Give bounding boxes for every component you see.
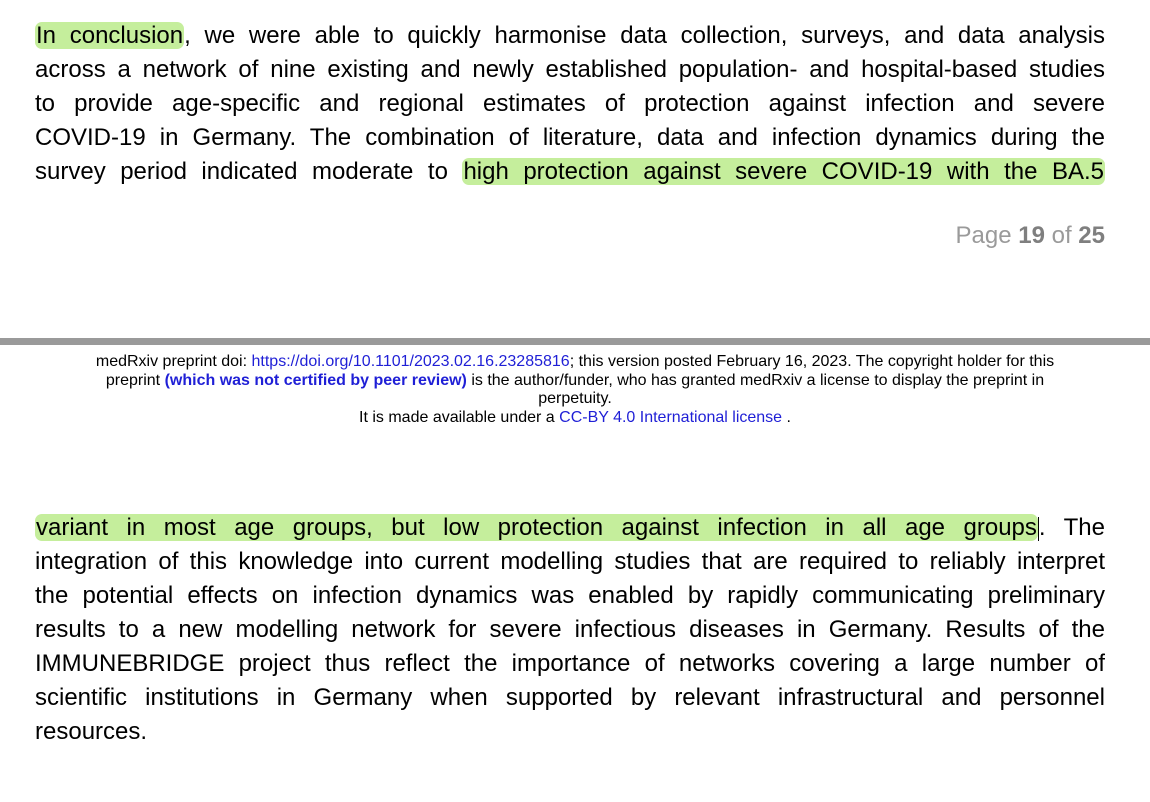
text-line: IMMUNEBRIDGE project thus reflect the importance of networks covering a large number of [35, 650, 1105, 677]
highlight: variant in most age groups, but low protection against infection in all age groups [36, 514, 1037, 541]
banner-text: ; this version posted February 16, 2023. The copyright holder for this [569, 353, 1055, 370]
banner-text: preprint [105, 371, 165, 389]
text-line: the potential effects on infection dynamics was enabled by rapidly communicating preliminary [35, 582, 1105, 609]
highlight: In conclusion [36, 22, 184, 49]
highlight: high protection against severe COVID-19 with the BA.5 [463, 158, 1104, 185]
banner-text: It is made available under a [359, 408, 560, 426]
text-line: results to a new modelling network for severe infectious diseases in Germany. Results of the [35, 616, 1105, 643]
banner-text: is the author/funder, who has granted medRxiv a license to display the preprint in [466, 371, 1045, 389]
current-page: 19 [1018, 222, 1045, 249]
banner-line-3: perpetuity. [538, 390, 612, 407]
conclusion-paragraph-bottom [35, 511, 1105, 749]
total-pages: 25 [1078, 222, 1105, 249]
banner-line-4 [0, 409, 1150, 428]
banner-line-1 [0, 353, 1150, 372]
banner-line-2 [0, 372, 1150, 391]
page-label: Page [955, 222, 1019, 249]
text-line [35, 155, 1105, 189]
page-number [956, 222, 1105, 250]
text-line: across a network of nine existing and newly established population- and hospital-based studies [35, 56, 1105, 83]
banner-text: . [782, 408, 791, 426]
text-segment: survey period indicated moderate to [35, 158, 463, 185]
conclusion-paragraph-top [35, 19, 1105, 189]
license-link[interactable]: CC-BY 4.0 International license [559, 408, 783, 426]
banner-text: medRxiv preprint doi: [95, 353, 252, 370]
doi-link[interactable]: https://doi.org/10.1101/2023.02.16.23285816 [251, 353, 570, 370]
page-divider [0, 338, 1150, 345]
text-line: scientific institutions in Germany when supported by relevant infrastructural and personnel [35, 684, 1105, 711]
text-line: resources. [35, 718, 148, 745]
text-line: to provide age-specific and regional estimates of protection against infection and severe [35, 90, 1105, 117]
peer-review-note: (which was not certified by peer review) [164, 371, 467, 389]
text-line: COVID-19 in Germany. The combination of literature, data and infection dynamics during the [35, 124, 1105, 151]
text-segment: , we were able to quickly harmonise data collection, surveys, and data analysis [184, 22, 1105, 49]
text-segment: . The [1038, 514, 1105, 541]
text-line: integration of this knowledge into current modelling studies that are required to reliably interpret [35, 548, 1105, 575]
preprint-banner [0, 353, 1150, 427]
text-line [35, 511, 1105, 545]
text-line [35, 19, 1105, 53]
of-label: of [1044, 222, 1079, 249]
